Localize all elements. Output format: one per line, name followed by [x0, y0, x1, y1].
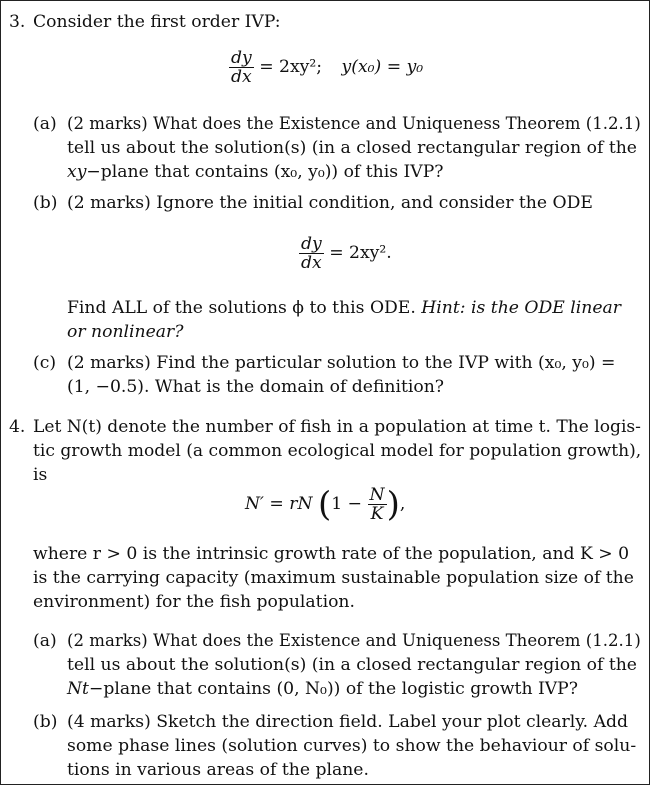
- q3a-line1: (2 marks) What does the Existence and Uniqueness Theorem (1.2.1): [67, 114, 641, 134]
- q3c-line1: (2 marks) Find the particular solution to the IVP with (x₀, y₀) =: [67, 353, 616, 373]
- q3-number: 3.: [9, 12, 26, 32]
- q4a-plane-var: Nt: [67, 679, 89, 699]
- q3-intro: Consider the first order IVP:: [33, 12, 281, 32]
- q3b-eq-fraction: [299, 235, 324, 272]
- q4-eq-one: 1 −: [331, 493, 363, 514]
- q3a-label: (a): [33, 114, 57, 134]
- q4-eq-right-paren: ): [386, 484, 400, 525]
- q4-eq-den: K: [370, 504, 384, 525]
- q4a-line1: (2 marks) What does the Existence and Uniqueness Theorem (1.2.1): [67, 631, 641, 651]
- q4-line1: Let N(t) denote the number of fish in a population at time t. The logis-: [33, 417, 641, 437]
- q4a-line3: [67, 677, 578, 702]
- q3b-eq-den: dx: [301, 253, 322, 274]
- q4a-line3-rest: −plane that contains (0, N₀)) of the logistic growth IVP?: [88, 679, 578, 699]
- q3b-eq-num: dy: [301, 234, 322, 254]
- q4-eq-tail: ,: [399, 493, 406, 514]
- q3c-line2: (1, −0.5). What is the domain of definition?: [67, 377, 445, 397]
- q3c-label: (c): [33, 353, 57, 373]
- q3b-label: (b): [33, 193, 58, 213]
- q4-number: 4.: [9, 417, 26, 437]
- q4-eq-fraction: [368, 486, 387, 523]
- q3-eq-fraction: [229, 49, 254, 86]
- q3b-line1: (2 marks) Ignore the initial condition, and consider the ODE: [67, 193, 593, 213]
- q3-eq-den: dx: [231, 67, 252, 88]
- q3b-equation: [299, 235, 392, 272]
- q4-line3: is: [33, 465, 48, 485]
- q4b-label: (b): [33, 712, 58, 732]
- q4-where-line3: environment) for the fish population.: [33, 592, 355, 612]
- q4-eq-left-paren: (: [318, 484, 332, 525]
- q3a-line3: [67, 160, 444, 185]
- q3a-plane-var: xy: [67, 162, 87, 182]
- q3a-line2: tell us about the solution(s) (in a closed rectangular region of the: [67, 138, 637, 158]
- q4b-line1: (4 marks) Sketch the direction field. Label your plot clearly. Add: [67, 712, 629, 732]
- q3a-line3-rest: −plane that contains (x₀, y₀)) of this IVP?: [86, 162, 444, 182]
- q3-eq-rhs: = 2xy²;: [259, 56, 323, 77]
- q4a-line2: tell us about the solution(s) (in a closed rectangular region of the: [67, 655, 637, 675]
- q4-where-line2: is the carrying capacity (maximum sustainable population size of the: [33, 568, 634, 588]
- q4b-line2: some phase lines (solution curves) to show the behaviour of solu-: [67, 736, 637, 756]
- q4-where-line1: where r > 0 is the intrinsic growth rate of the population, and K > 0: [33, 544, 630, 564]
- q3b-hint-line2: or nonlinear?: [67, 322, 184, 342]
- q4b-line3: tions in various areas of the plane.: [67, 760, 369, 780]
- q3b-find-text: Find ALL of the solutions ϕ to this ODE.: [67, 298, 416, 318]
- q3b-find: [67, 296, 621, 321]
- q3-eq-ic: y(x₀) = y₀: [341, 56, 424, 77]
- q4-eq-lhs: N′ = rN: [245, 493, 313, 514]
- q3b-hint-line1: Hint: is the ODE linear: [421, 298, 621, 318]
- q4-equation: [245, 486, 405, 523]
- q4-line2: tic growth model (a common ecological model for population growth),: [33, 441, 642, 461]
- q4a-label: (a): [33, 631, 57, 651]
- q3-eq-num: dy: [231, 48, 252, 68]
- q3b-eq-rhs: = 2xy².: [329, 242, 392, 263]
- q3-equation: [229, 49, 423, 86]
- q4-eq-num: N: [369, 485, 385, 505]
